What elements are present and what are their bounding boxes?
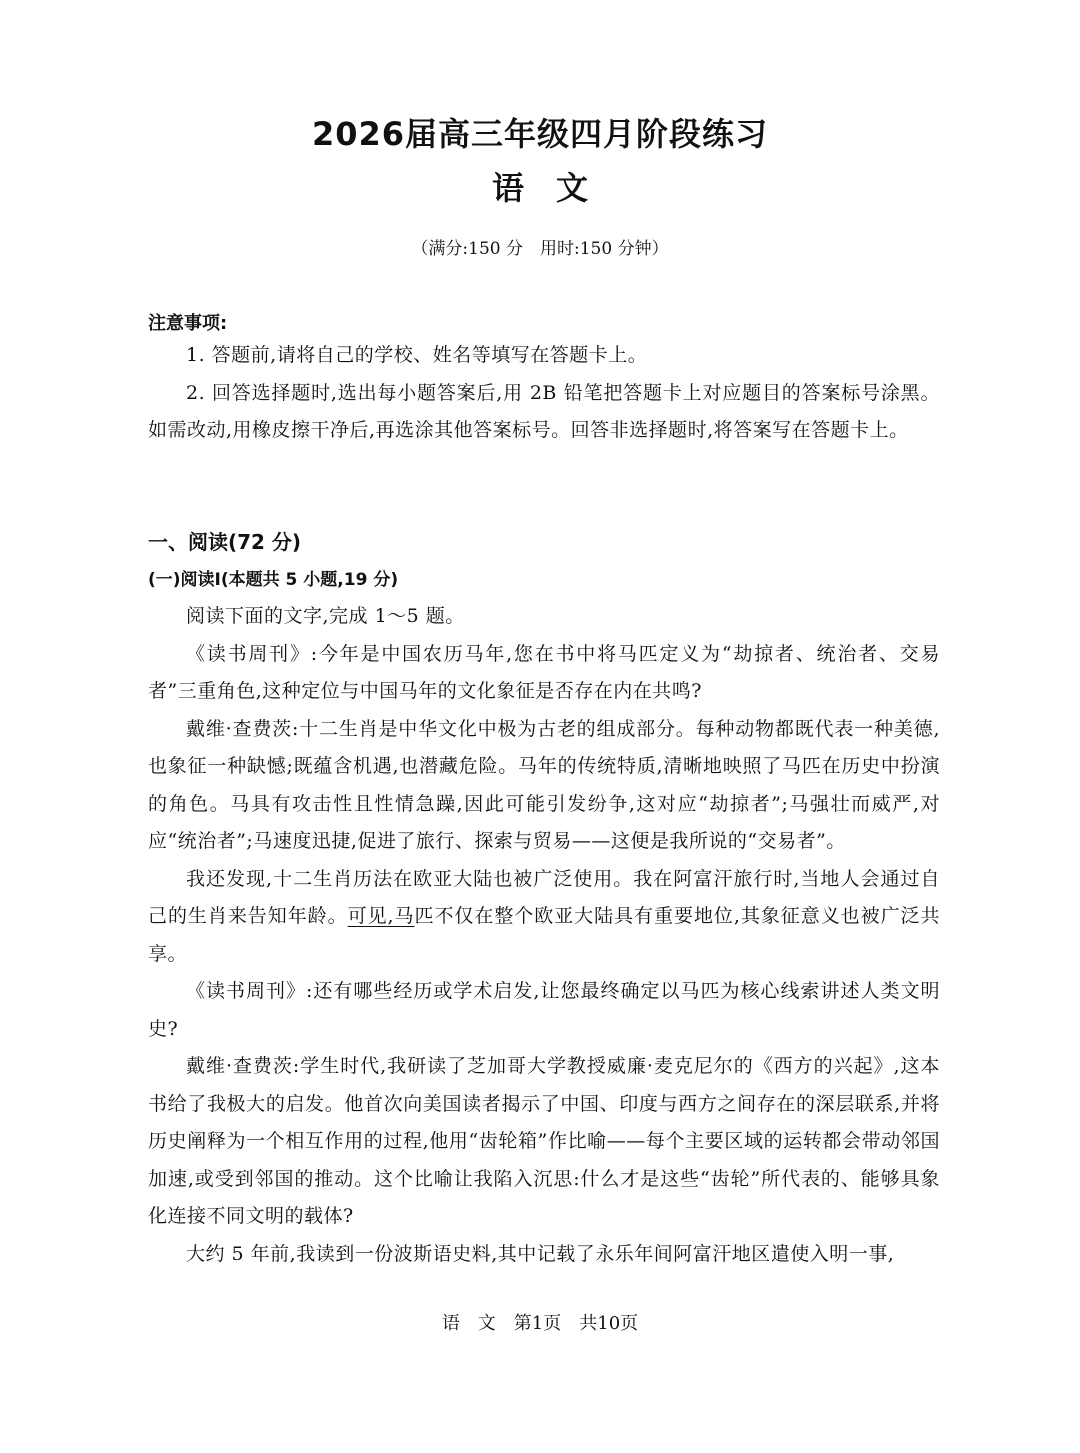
notice-title: 注意事项: <box>148 313 228 334</box>
exam-meta: （满分:150 分 用时:150 分钟） <box>411 239 669 259</box>
underlined-text: 可见,马 <box>347 905 415 927</box>
passage-paragraph: 戴维·查费茨:十二生肖是中华文化中极为古老的组成部分。每种动物都既代表一种美德,也象征一种缺憾;既蕴含机遇,也潜藏危险。马年的传统特质,清晰地映照了马匹在历史中扮演的角色。马具有攻击性且性情急躁,因此可能引发纷争,这对应“劫掠者”;马强壮而威严,对应“统治者”;马速度迅捷,促进了旅行、探索与贸易——这便是我所说的“交易者”。 <box>148 717 940 852</box>
reading-passage <box>148 598 940 1273</box>
passage-paragraph <box>148 861 940 974</box>
page-footer: 语 文 第1页 共10页 <box>441 1313 639 1334</box>
passage-text: 我还发现,十二生肖历法在欧亚大陆也被广泛使用。我在阿富汗旅行时,当地人会通过自己的生肖来告知年龄。 <box>148 867 940 927</box>
passage-paragraph: 《读书周刊》:还有哪些经历或学术启发,让您最终确定以马匹为核心线索讲述人类文明史? <box>148 980 940 1040</box>
section-heading: 一、阅读(72 分) <box>148 530 302 554</box>
notice-list <box>148 337 940 450</box>
section-subheading: (一)阅读Ⅰ(本题共 5 小题,19 分) <box>148 570 399 590</box>
passage-text: 匹不仅在整个欧亚大陆具有重要地位,其象征意义也被广泛共享。 <box>148 905 940 965</box>
exam-subject: 语 文 <box>491 169 588 207</box>
notice-item: 1. 答题前,请将自己的学校、姓名等填写在答题卡上。 <box>186 344 648 366</box>
exam-title: 2026届高三年级四月阶段练习 <box>311 115 769 153</box>
reading-instruction: 阅读下面的文字,完成 1～5 题。 <box>186 605 465 627</box>
passage-paragraph: 戴维·查费茨:学生时代,我研读了芝加哥大学教授威廉·麦克尼尔的《西方的兴起》,这本书给了我极大的启发。他首次向美国读者揭示了中国、印度与西方之间存在的深层联系,并将历史阐释为一个相互作用的过程,他用“齿轮箱”作比喻——每个主要区域的运转都会带动邻国加速,或受到邻国的推动。这个比喻让我陷入沉思:什么才是这些“齿轮”所代表的、能够具象化连接不同文明的载体? <box>148 1055 940 1227</box>
notice-item: 2. 回答选择题时,选出每小题答案后,用 2B 铅笔把答题卡上对应题目的答案标号涂黑。如需改动,用橡皮擦干净后,再选涂其他答案标号。回答非选择题时,将答案写在答题卡上。 <box>148 381 940 441</box>
passage-paragraph: 大约 5 年前,我读到一份波斯语史料,其中记载了永乐年间阿富汗地区遣使入明一事, <box>186 1242 895 1265</box>
passage-paragraph: 《读书周刊》:今年是中国农历马年,您在书中将马匹定义为“劫掠者、统治者、交易者”三重角色,这种定位与中国马年的文化象征是否存在内在共鸣? <box>148 642 940 702</box>
